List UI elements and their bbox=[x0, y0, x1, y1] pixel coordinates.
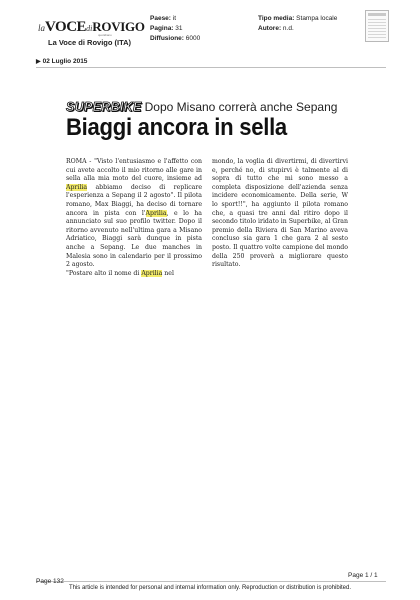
article-text: "Postare alto il nome di bbox=[66, 269, 142, 277]
triangle-right-icon: ▶ bbox=[36, 59, 41, 65]
page-number: Page 132 bbox=[36, 578, 64, 585]
article-text: abbiamo deciso di replicare l'esperienza a Sepang il 2 agosto". Il pilota romano, Max Biaggi, ha deciso di tornare ancora in pista con l' bbox=[66, 183, 202, 217]
meta-media-type: Tipo media: Stampa locale bbox=[258, 15, 338, 22]
highlighted-keyword: Aprilia bbox=[66, 183, 88, 191]
article-text: ROMA - "Visto l'entusiasmo e l'affetto con cui avete accolto il mio ritorno alle gare in sella alla mia moto del cuore, insieme ad bbox=[66, 158, 202, 183]
header-divider bbox=[36, 67, 386, 68]
article-column-2: mondo, la voglia di divertirmi, di divertirvi e, perché no, di stupirvi è talmente al di sopra di tutto che mi sono messo a completa disposizione dell'azienda senza incidere economicamente. Della serie, W lo sport!!", ha aggiunto il pilota romano che, a quasi tre anni dal ritiro dopo il secondo titolo iridato in Superbike, al Gran premio della Riviera di San Marino aveva concluso sia gara 1 che gara 2 al sesto posto. Il quattro volte campione del mondo della 250 proverà a migliorare questo risultato. bbox=[212, 158, 348, 269]
disclaimer: This article is intended for personal and internal information only. Reproduction or distribution is prohibited. bbox=[68, 585, 352, 591]
publication-date: ▶ 02 Luglio 2015 bbox=[36, 58, 88, 65]
meta-author: Autore: n.d. bbox=[258, 25, 294, 32]
article-headline: Biaggi ancora in sella bbox=[66, 114, 287, 141]
meta-page: Pagina: 31 bbox=[150, 25, 183, 32]
newspaper-logo: laVOCEdiROVIGO quotidiano bbox=[38, 19, 145, 37]
article-text: nel bbox=[162, 269, 174, 277]
meta-left bbox=[150, 14, 200, 44]
logo-tagline: quotidiano bbox=[98, 33, 112, 37]
page-thumbnail[interactable] bbox=[365, 10, 389, 42]
highlighted-keyword: Aprilia bbox=[141, 269, 163, 277]
highlighted-keyword: Aprilia bbox=[145, 209, 167, 217]
page-count: Page 1 / 1 bbox=[348, 572, 378, 579]
meta-circulation: Diffusione: 6000 bbox=[150, 35, 201, 42]
article-text: , e lo ha annunciato sul suo profilo twitter. Dopo il ritorno avvenuto nell'ultima gara a Misano Adriatico, Biaggi sarà dunque in pista anche a Sepang. Le due manches in Malesia sono in calendario per il prossimo 2 agosto. bbox=[66, 209, 202, 269]
kicker-text: Dopo Misano correrà anche Sepang bbox=[144, 100, 338, 114]
meta-country: Paese: it bbox=[150, 15, 177, 22]
footer-divider bbox=[36, 581, 386, 582]
source-name: La Voce di Rovigo (ITA) bbox=[48, 38, 132, 47]
meta-right bbox=[258, 14, 337, 34]
kicker-tag: SUPERBIKE bbox=[66, 100, 142, 114]
article-column-1 bbox=[66, 158, 202, 278]
